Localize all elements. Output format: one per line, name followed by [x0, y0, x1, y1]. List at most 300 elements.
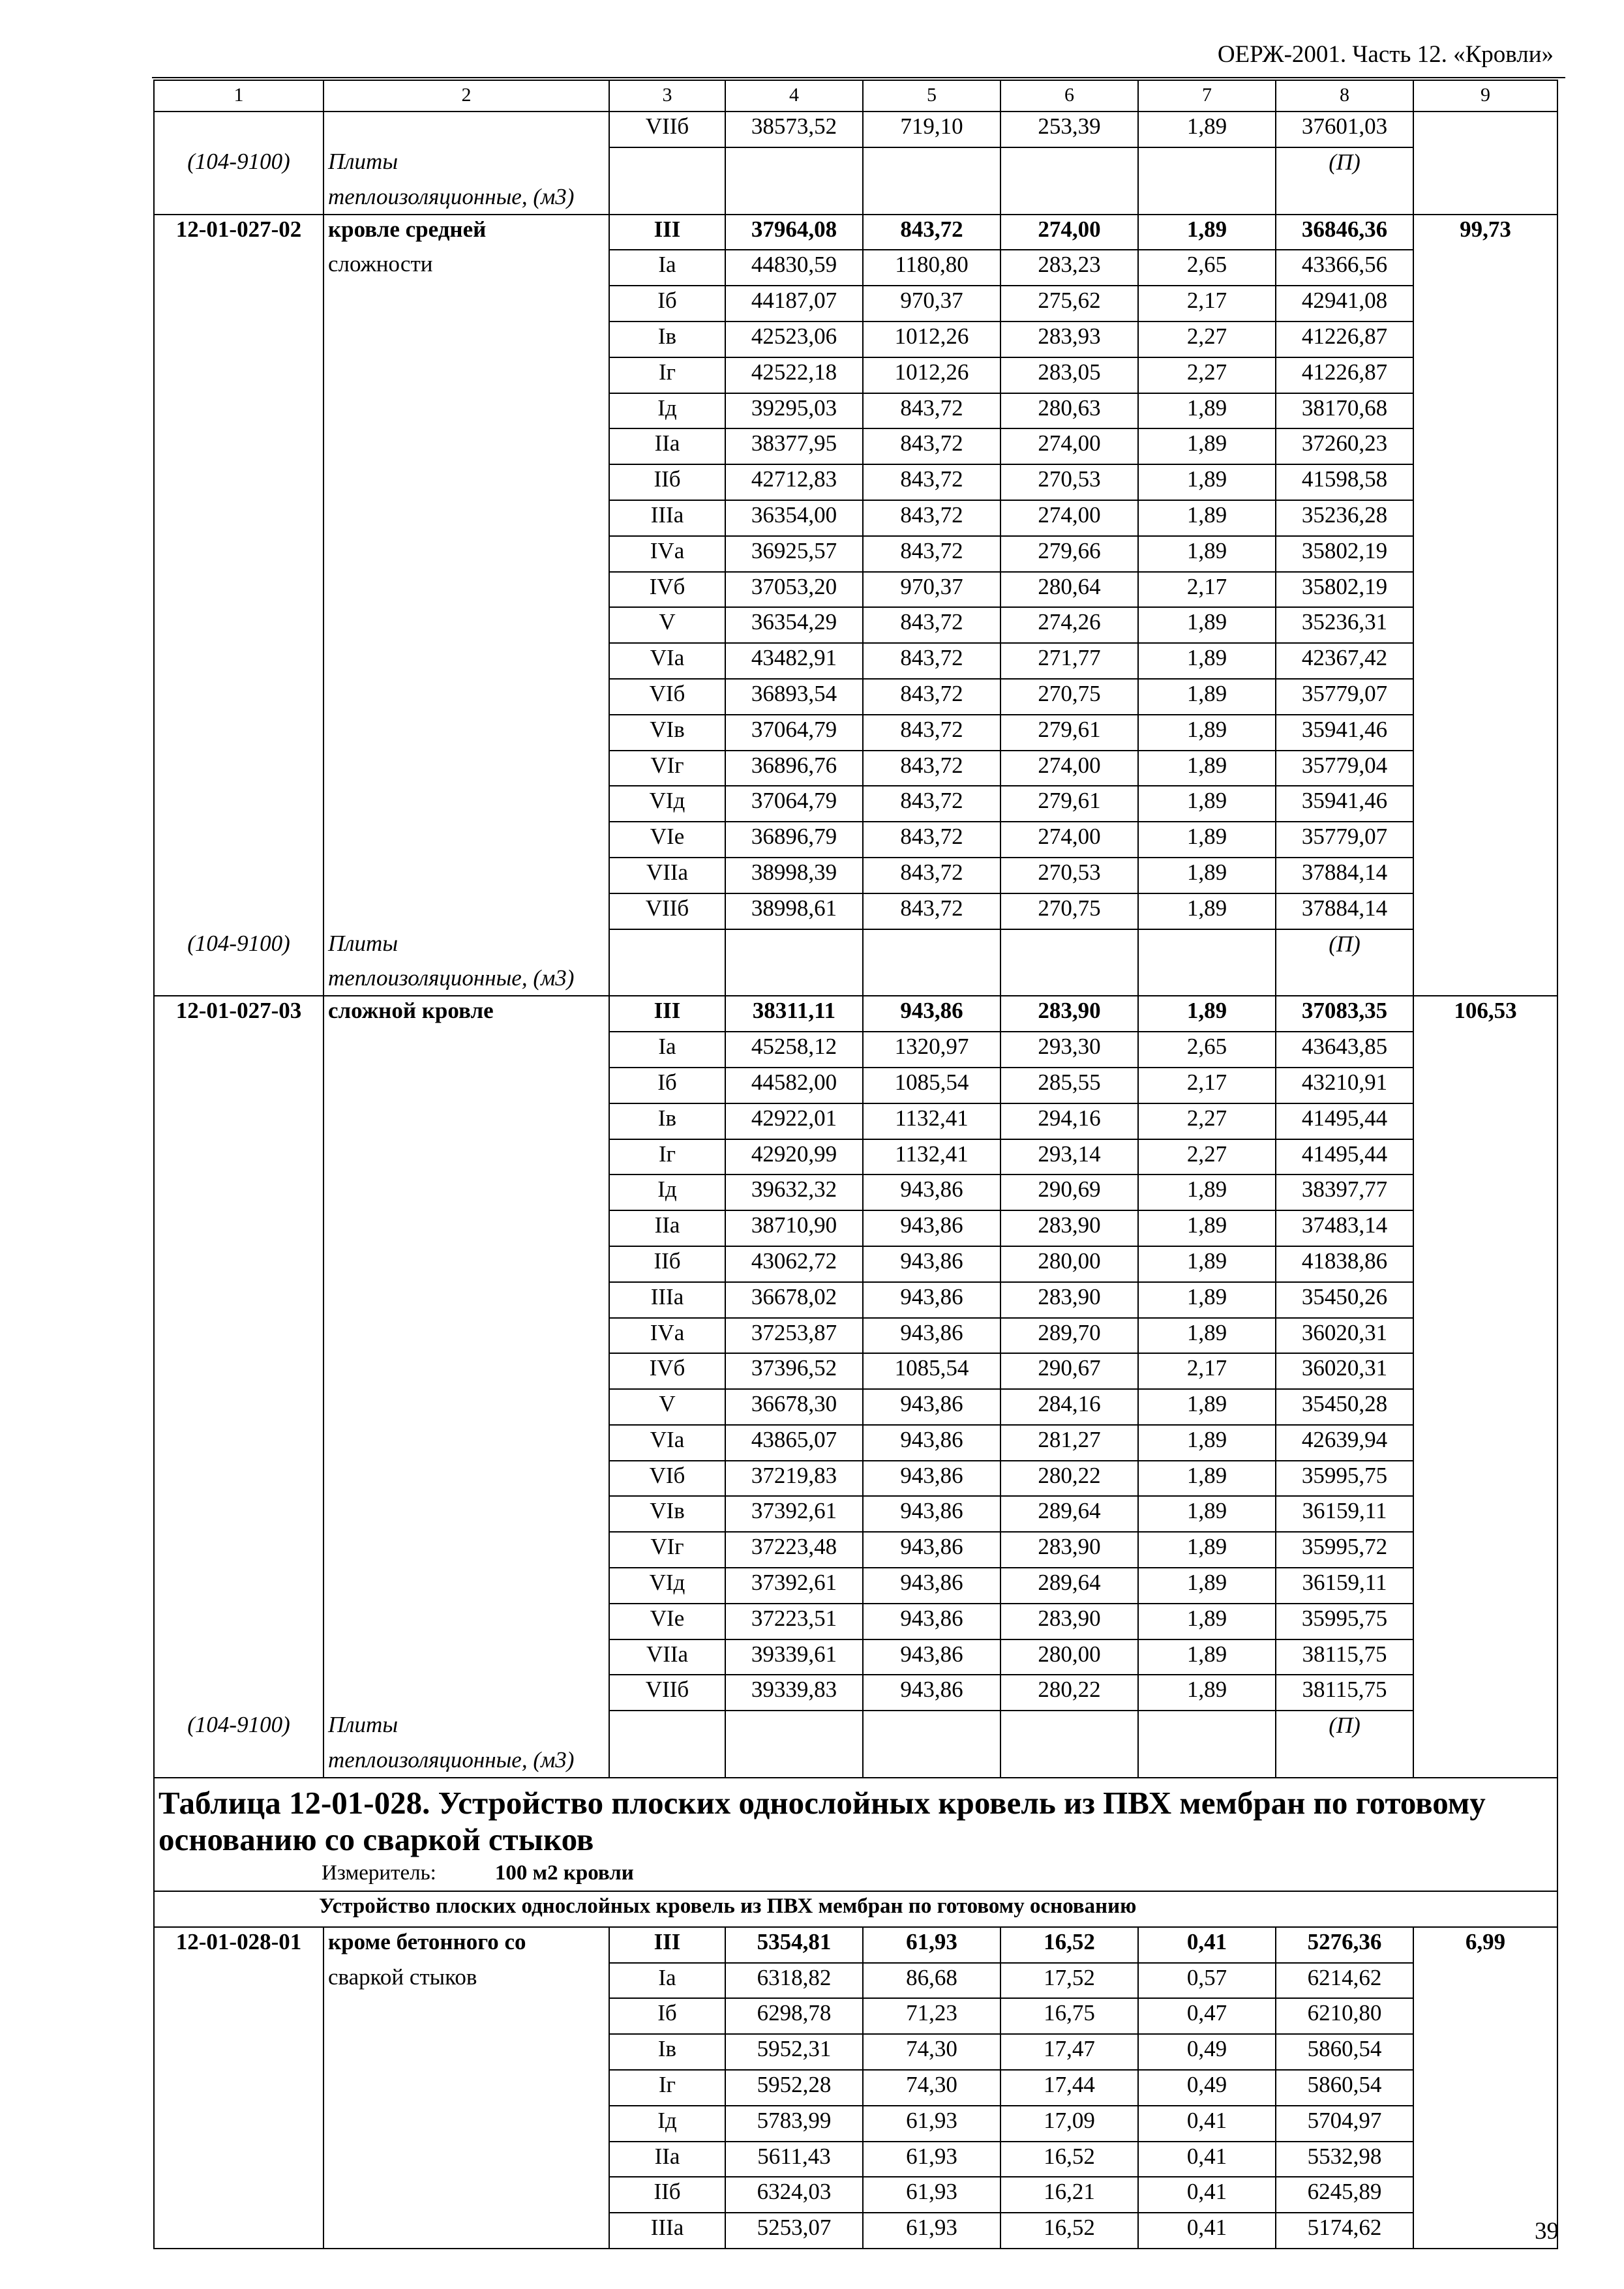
table-row [154, 679, 1557, 715]
value-cell: 1,89 [1138, 1282, 1276, 1318]
description-cell [323, 1139, 609, 1175]
value-cell: 271,77 [1000, 643, 1138, 679]
value-cell: 42712,83 [725, 464, 863, 500]
empty-cell [1413, 964, 1557, 996]
zone-cell: VIд [609, 1568, 725, 1604]
material-name: теплоизоляционные, (м3) [323, 1746, 609, 1778]
value-cell: 270,53 [1000, 858, 1138, 893]
value-cell: 39295,03 [725, 393, 863, 429]
empty-cell [1413, 1746, 1557, 1778]
table-row [154, 1032, 1557, 1068]
value-cell: 0,41 [1138, 2142, 1276, 2177]
value-cell: 35995,72 [1276, 1532, 1413, 1568]
empty-cell [725, 964, 863, 996]
value-cell: 943,86 [863, 1282, 1000, 1318]
value-cell: 1085,54 [863, 1068, 1000, 1103]
value-cell: 2,17 [1138, 1353, 1276, 1389]
value-cell: 283,05 [1000, 357, 1138, 393]
total-cell [1413, 1103, 1557, 1139]
code-cell [154, 322, 323, 357]
column-number: 4 [725, 80, 863, 112]
material-name: теплоизоляционные, (м3) [323, 964, 609, 996]
value-cell: 42922,01 [725, 1103, 863, 1139]
code-cell [154, 2213, 323, 2249]
value-cell: 17,52 [1000, 1963, 1138, 1999]
zone-cell: VIа [609, 1425, 725, 1461]
empty-cell [1138, 1711, 1276, 1746]
total-cell [1413, 786, 1557, 822]
value-cell: 35779,07 [1276, 822, 1413, 858]
value-cell: 5611,43 [725, 2142, 863, 2177]
total-cell [1413, 572, 1557, 608]
description-cell [323, 1568, 609, 1604]
value-cell: 283,90 [1000, 1282, 1138, 1318]
zone-cell: IIа [609, 428, 725, 464]
value-cell: 44187,07 [725, 286, 863, 322]
total-cell [1413, 1998, 1557, 2034]
total-cell [1413, 751, 1557, 786]
empty-cell [609, 1711, 725, 1746]
value-cell: 1,89 [1138, 643, 1276, 679]
value-cell: 36020,31 [1276, 1353, 1413, 1389]
material-name: Плиты [323, 1711, 609, 1746]
value-cell: 1,89 [1138, 1604, 1276, 1639]
material-row [154, 1711, 1557, 1746]
value-cell: 285,55 [1000, 1068, 1138, 1103]
total-cell [1413, 1461, 1557, 1497]
code-cell [154, 786, 323, 822]
code-cell [154, 1496, 323, 1532]
total-cell [1413, 1032, 1557, 1068]
value-cell: 17,44 [1000, 2070, 1138, 2106]
empty-cell [725, 929, 863, 965]
description-cell [323, 286, 609, 322]
empty-cell [1276, 1746, 1413, 1778]
value-cell: 37223,48 [725, 1532, 863, 1568]
value-cell: 38115,75 [1276, 1675, 1413, 1711]
value-cell: 61,93 [863, 2213, 1000, 2249]
total-cell [1413, 2070, 1557, 2106]
total-cell [1413, 1174, 1557, 1210]
table-row [154, 1998, 1557, 2034]
page-number: 39 [1535, 2218, 1559, 2245]
value-cell: 35995,75 [1276, 1604, 1413, 1639]
value-cell: 37219,83 [725, 1461, 863, 1497]
total-cell [1413, 1246, 1557, 1282]
value-cell: 38170,68 [1276, 393, 1413, 429]
value-cell: 943,86 [863, 1389, 1000, 1425]
column-number: 9 [1413, 80, 1557, 112]
value-cell: 38998,61 [725, 893, 863, 929]
value-cell: 270,75 [1000, 679, 1138, 715]
value-cell: 35236,31 [1276, 607, 1413, 643]
code-cell [154, 2034, 323, 2070]
value-cell: 36159,11 [1276, 1568, 1413, 1604]
value-cell: 5860,54 [1276, 2070, 1413, 2106]
description-cell [323, 1282, 609, 1318]
table-row [154, 286, 1557, 322]
code-cell [154, 858, 323, 893]
value-cell: 943,86 [863, 996, 1000, 1032]
description-cell [323, 1210, 609, 1246]
value-cell: 970,37 [863, 286, 1000, 322]
zone-cell: III [609, 1927, 725, 1963]
zone-cell: IIIа [609, 2213, 725, 2249]
value-cell: 2,27 [1138, 1103, 1276, 1139]
value-cell: 289,64 [1000, 1568, 1138, 1604]
value-cell: 5253,07 [725, 2213, 863, 2249]
value-cell: 1132,41 [863, 1103, 1000, 1139]
value-cell: 1,89 [1138, 428, 1276, 464]
value-cell: 2,17 [1138, 572, 1276, 608]
code-cell [154, 1353, 323, 1389]
value-cell: 283,23 [1000, 250, 1138, 286]
zone-cell: Iа [609, 1963, 725, 1999]
description-cell: сваркой стыков [323, 1963, 609, 1999]
description-cell [323, 643, 609, 679]
table-row [154, 2070, 1557, 2106]
value-cell: 5276,36 [1276, 1927, 1413, 1963]
table-row [154, 2106, 1557, 2142]
empty-cell [1413, 183, 1557, 215]
value-cell: 1,89 [1138, 1389, 1276, 1425]
value-cell: 44582,00 [725, 1068, 863, 1103]
value-cell: 74,30 [863, 2034, 1000, 2070]
total-cell: 6,99 [1413, 1927, 1557, 1963]
table-row [154, 1532, 1557, 1568]
column-numbers-row [154, 80, 1557, 112]
value-cell: 1,89 [1138, 112, 1276, 147]
table-row [154, 2142, 1557, 2177]
value-cell: 719,10 [863, 112, 1000, 147]
value-cell: 37260,23 [1276, 428, 1413, 464]
table-row [154, 1246, 1557, 1282]
value-cell: 36896,79 [725, 822, 863, 858]
value-cell: 35450,26 [1276, 1282, 1413, 1318]
empty-cell [1138, 964, 1276, 996]
zone-cell: IIа [609, 2142, 725, 2177]
value-cell: 17,09 [1000, 2106, 1138, 2142]
value-cell: 1,89 [1138, 786, 1276, 822]
table-row [154, 996, 1557, 1032]
description-cell [323, 679, 609, 715]
value-cell: 37483,14 [1276, 1210, 1413, 1246]
value-cell: 5532,98 [1276, 2142, 1413, 2177]
code-cell [154, 1246, 323, 1282]
value-cell: 274,00 [1000, 751, 1138, 786]
total-cell [1413, 286, 1557, 322]
value-cell: 74,30 [863, 2070, 1000, 2106]
code-cell [154, 1461, 323, 1497]
value-cell: 43366,56 [1276, 250, 1413, 286]
value-cell: 0,41 [1138, 2106, 1276, 2142]
value-cell: 2,17 [1138, 286, 1276, 322]
empty-cell [1138, 183, 1276, 215]
empty-cell [863, 1746, 1000, 1778]
total-cell [1413, 2034, 1557, 2070]
table-row [154, 1425, 1557, 1461]
code-cell [154, 1639, 323, 1675]
value-cell: 86,68 [863, 1963, 1000, 1999]
empty-cell [1000, 1711, 1138, 1746]
value-cell: 279,61 [1000, 715, 1138, 751]
table-row [154, 112, 1557, 147]
description-cell [323, 1032, 609, 1068]
value-cell: 36896,76 [725, 751, 863, 786]
value-cell: 1,89 [1138, 607, 1276, 643]
empty-cell [725, 147, 863, 183]
value-cell: 36678,02 [725, 1282, 863, 1318]
value-cell: 1,89 [1138, 1174, 1276, 1210]
value-cell: 294,16 [1000, 1103, 1138, 1139]
table-row [154, 428, 1557, 464]
empty-cell [1413, 929, 1557, 965]
value-cell: 16,52 [1000, 2142, 1138, 2177]
value-cell: 36354,29 [725, 607, 863, 643]
value-cell: 38710,90 [725, 1210, 863, 1246]
zone-cell: VIг [609, 1532, 725, 1568]
value-cell: 0,41 [1138, 2213, 1276, 2249]
table-row [154, 2177, 1557, 2213]
value-cell: 41598,58 [1276, 464, 1413, 500]
description-cell [323, 2070, 609, 2106]
value-cell: 36020,31 [1276, 1318, 1413, 1354]
value-cell: 44830,59 [725, 250, 863, 286]
total-cell [1413, 2177, 1557, 2213]
value-cell: 1,89 [1138, 393, 1276, 429]
value-cell: 39339,61 [725, 1639, 863, 1675]
empty-cell [1413, 147, 1557, 183]
value-cell: 38311,11 [725, 996, 863, 1032]
zone-cell: VIг [609, 751, 725, 786]
measure-unit [158, 1858, 1553, 1891]
total-cell [1413, 858, 1557, 893]
zone-cell: VIе [609, 822, 725, 858]
value-cell: 293,30 [1000, 1032, 1138, 1068]
value-cell: 1,89 [1138, 822, 1276, 858]
value-cell: 1,89 [1138, 215, 1276, 250]
table-row [154, 322, 1557, 357]
code-cell [154, 1210, 323, 1246]
value-cell: 16,21 [1000, 2177, 1138, 2213]
zone-cell: VIб [609, 1461, 725, 1497]
description-cell [323, 322, 609, 357]
value-cell: 293,14 [1000, 1139, 1138, 1175]
table-row [154, 1068, 1557, 1103]
value-cell: 843,72 [863, 607, 1000, 643]
value-cell: 1,89 [1138, 1461, 1276, 1497]
material-row [154, 964, 1557, 996]
description-cell [323, 858, 609, 893]
column-number: 6 [1000, 80, 1138, 112]
code-cell [154, 1675, 323, 1711]
value-cell: 270,75 [1000, 893, 1138, 929]
table-row [154, 751, 1557, 786]
description-cell [323, 1353, 609, 1389]
total-cell [1413, 250, 1557, 286]
value-cell: 0,49 [1138, 2070, 1276, 2106]
empty-cell [1000, 964, 1138, 996]
value-cell: 1012,26 [863, 322, 1000, 357]
value-cell: 37064,79 [725, 715, 863, 751]
value-cell: 42639,94 [1276, 1425, 1413, 1461]
description-cell: кроме бетонного со [323, 1927, 609, 1963]
table-row [154, 500, 1557, 536]
zone-cell: IVа [609, 536, 725, 572]
value-cell: 42367,42 [1276, 643, 1413, 679]
value-cell: 943,86 [863, 1174, 1000, 1210]
value-cell: 35779,07 [1276, 679, 1413, 715]
description-cell [323, 1532, 609, 1568]
value-cell: 35450,28 [1276, 1389, 1413, 1425]
table-body [154, 80, 1557, 2249]
value-cell: 253,39 [1000, 112, 1138, 147]
value-cell: 843,72 [863, 464, 1000, 500]
table-row [154, 572, 1557, 608]
value-cell: 0,41 [1138, 2177, 1276, 2213]
value-cell: 35941,46 [1276, 715, 1413, 751]
description-cell [323, 572, 609, 608]
zone-cell: Iв [609, 2034, 725, 2070]
value-cell: 36354,00 [725, 500, 863, 536]
value-cell: 283,90 [1000, 1604, 1138, 1639]
value-cell: 1,89 [1138, 500, 1276, 536]
description-cell [323, 1068, 609, 1103]
value-cell: 275,62 [1000, 286, 1138, 322]
description-cell [323, 1103, 609, 1139]
value-cell: 283,93 [1000, 322, 1138, 357]
value-cell: 1,89 [1138, 996, 1276, 1032]
value-cell: 6324,03 [725, 2177, 863, 2213]
value-cell: 1,89 [1138, 893, 1276, 929]
code-cell [154, 500, 323, 536]
value-cell: 943,86 [863, 1425, 1000, 1461]
material-name: теплоизоляционные, (м3) [323, 183, 609, 215]
empty-cell [725, 1711, 863, 1746]
zone-cell: Iг [609, 2070, 725, 2106]
value-cell: 943,86 [863, 1318, 1000, 1354]
zone-cell: IIIа [609, 1282, 725, 1318]
table-row [154, 1103, 1557, 1139]
zone-cell: VIд [609, 786, 725, 822]
table-row [154, 1282, 1557, 1318]
description-cell [323, 1425, 609, 1461]
zone-cell: VIе [609, 1604, 725, 1639]
zone-cell: Iд [609, 393, 725, 429]
value-cell: 5952,28 [725, 2070, 863, 2106]
value-cell: 274,00 [1000, 822, 1138, 858]
value-cell: 45258,12 [725, 1032, 863, 1068]
description-cell [323, 2142, 609, 2177]
empty-cell [1000, 147, 1138, 183]
value-cell: 1,89 [1138, 858, 1276, 893]
value-cell: 35995,75 [1276, 1461, 1413, 1497]
total-cell [1413, 1532, 1557, 1568]
value-cell: 843,72 [863, 393, 1000, 429]
value-cell: 843,72 [863, 679, 1000, 715]
table-row [154, 607, 1557, 643]
material-mark: (П) [1276, 1711, 1413, 1746]
total-cell [1413, 112, 1557, 147]
material-mark: (П) [1276, 147, 1413, 183]
zone-cell: Iа [609, 250, 725, 286]
measure-label: Измеритель: [322, 1861, 436, 1885]
value-cell: 280,00 [1000, 1246, 1138, 1282]
value-cell: 6298,78 [725, 1998, 863, 2034]
description-cell [323, 2034, 609, 2070]
description-cell [323, 428, 609, 464]
description-cell [323, 607, 609, 643]
value-cell: 843,72 [863, 215, 1000, 250]
zone-cell: Iг [609, 1139, 725, 1175]
value-cell: 843,72 [863, 893, 1000, 929]
value-cell: 843,72 [863, 643, 1000, 679]
value-cell: 0,41 [1138, 1927, 1276, 1963]
value-cell: 41495,44 [1276, 1139, 1413, 1175]
code-cell: 12-01-027-02 [154, 215, 323, 250]
value-cell: 1,89 [1138, 536, 1276, 572]
zone-cell: VIIб [609, 112, 725, 147]
value-cell: 36159,11 [1276, 1496, 1413, 1532]
description-cell [323, 751, 609, 786]
value-cell: 17,47 [1000, 2034, 1138, 2070]
total-cell: 99,73 [1413, 215, 1557, 250]
value-cell: 37223,51 [725, 1604, 863, 1639]
total-cell [1413, 643, 1557, 679]
code-cell [154, 1568, 323, 1604]
value-cell: 0,57 [1138, 1963, 1276, 1999]
value-cell: 843,72 [863, 751, 1000, 786]
code-cell [154, 112, 323, 147]
material-name: Плиты [323, 929, 609, 965]
empty-cell [725, 1746, 863, 1778]
zone-cell: V [609, 607, 725, 643]
value-cell: 61,93 [863, 2106, 1000, 2142]
table-row [154, 1353, 1557, 1389]
value-cell: 943,86 [863, 1604, 1000, 1639]
value-cell: 274,26 [1000, 607, 1138, 643]
table-row [154, 464, 1557, 500]
zone-cell: IVа [609, 1318, 725, 1354]
value-cell: 1,89 [1138, 1639, 1276, 1675]
value-cell: 37884,14 [1276, 858, 1413, 893]
zone-cell: VIв [609, 715, 725, 751]
description-cell [323, 1604, 609, 1639]
value-cell: 289,64 [1000, 1496, 1138, 1532]
code-cell: 12-01-027-03 [154, 996, 323, 1032]
description-cell [323, 1246, 609, 1282]
table-row [154, 1210, 1557, 1246]
table-row [154, 2034, 1557, 2070]
value-cell: 41226,87 [1276, 357, 1413, 393]
value-cell: 2,27 [1138, 322, 1276, 357]
description-cell [323, 893, 609, 929]
empty-cell [609, 183, 725, 215]
description-cell [323, 1389, 609, 1425]
zone-cell: Iв [609, 322, 725, 357]
section-row [154, 1891, 1557, 1927]
value-cell: 0,49 [1138, 2034, 1276, 2070]
value-cell: 61,93 [863, 1927, 1000, 1963]
value-cell: 2,65 [1138, 250, 1276, 286]
section-heading: Устройство плоских однослойных кровель из ПВХ мембран по готовому основанию [154, 1891, 1557, 1927]
value-cell: 1085,54 [863, 1353, 1000, 1389]
value-cell: 16,52 [1000, 2213, 1138, 2249]
total-cell [1413, 893, 1557, 929]
description-cell [323, 2106, 609, 2142]
empty-cell [1413, 1711, 1557, 1746]
empty-cell [1000, 929, 1138, 965]
